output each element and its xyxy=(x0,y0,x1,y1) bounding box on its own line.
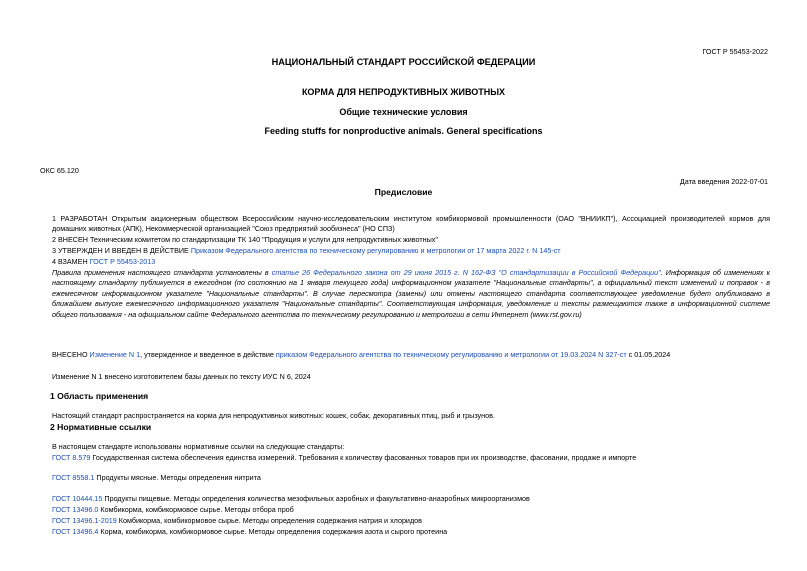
reference-link[interactable]: ГОСТ 10444.15 xyxy=(52,494,103,503)
amendment-note: Изменение N 1 внесено изготовителем базы данных по тексту ИУС N 6, 2024 xyxy=(52,372,311,381)
title-en: Feeding stuffs for nonproductive animals. General specifications xyxy=(264,126,543,136)
document-number: ГОСТ Р 55453-2022 xyxy=(702,47,768,56)
order-link[interactable]: Приказом Федерального агентства по техническому регулированию и метрологии от 17 марта 2022 г. N 145-ст xyxy=(190,246,561,255)
header-title: НАЦИОНАЛЬНЫЙ СТАНДАРТ РОССИЙСКОЙ ФЕДЕРАЦИИ xyxy=(271,57,536,67)
title-ru: КОРМА ДЛЯ НЕПРОДУКТИВНЫХ ЖИВОТНЫХ xyxy=(301,87,506,97)
section-2-intro: В настоящем стандарте использованы нормативные ссылки на следующие стандарты: xyxy=(52,442,345,451)
amendment-line: ВНЕСЕНО Изменение N 1, утвержденное и введенное в действие приказом Федерального агентства по техническому регулированию и метрологии от 19.03.2024 N 327-ст с 01.05.2024 xyxy=(52,350,671,359)
amendment-order-link[interactable]: приказом Федерального агентства по техническому регулированию и метрологии от 19.03.2024 N 327-ст xyxy=(275,350,627,359)
reference-item: ГОСТ 8558.1 Продукты мясные. Методы определения нитрита xyxy=(52,473,261,482)
section-1-title: 1 Область применения xyxy=(50,391,149,401)
subtitle-ru: Общие технические условия xyxy=(339,107,468,117)
reference-item: ГОСТ 10444.15 Продукты пищевые. Методы определения количества мезофильных аэробных и факультативно-анаэробных микроорганизмов xyxy=(52,494,530,503)
foreword-item-4: 4 ВЗАМЕН ГОСТ Р 55453-2013 xyxy=(52,257,156,266)
reference-link[interactable]: ГОСТ 13496.0 xyxy=(52,505,99,514)
foreword-item-2: 2 ВНЕСЕН Техническим комитетом по стандартизации ТК 140 "Продукция и услуги для непродуктивных животных" xyxy=(52,235,438,244)
section-2-title: 2 Нормативные ссылки xyxy=(50,422,152,432)
intro-date: Дата введения 2022-07-01 xyxy=(679,177,768,186)
reference-link[interactable]: ГОСТ 8.579 xyxy=(52,453,91,462)
oks-code: ОКС 65.120 xyxy=(40,166,79,175)
foreword-item-3: 3 УТВЕРЖДЕН И ВВЕДЕН В ДЕЙСТВИЕ Приказом Федерального агентства по техническому регулированию и метрологии от 17 марта 2022 г. N 145-ст xyxy=(52,246,561,255)
reference-item: ГОСТ 13496.0 Комбикорма, комбикормовое сырье. Методы отбора проб xyxy=(52,505,294,514)
reference-link[interactable]: ГОСТ 8558.1 xyxy=(52,473,95,482)
foreword-title: Предисловие xyxy=(374,187,433,197)
reference-item: ГОСТ 8.579 Государственная система обеспечения единства измерений. Требования к количеству фасованных товаров при их производстве, фасовании, продаже и импорте xyxy=(52,453,637,462)
amendment-link[interactable]: Изменение N 1 xyxy=(89,350,141,359)
reference-link[interactable]: ГОСТ 13496.4 xyxy=(52,527,99,536)
reference-item: ГОСТ 13496.4 Корма, комбикорма, комбикормовое сырье. Методы определения содержания азота и сырого протеина xyxy=(52,527,448,536)
foreword-item-1: 1 РАЗРАБОТАН Открытым акционерным обществом Всероссийским научно-исследовательским институтом комбикормовой промышленности (ОАО "ВНИИКП"), Ассоциацией производителей кормов для домашних животных (АПК), Некоммерческой организацией "Союз предприятий зообизнеса" (НО СПЗ) xyxy=(52,214,770,234)
federal-law-link[interactable]: статье 26 Федерального закона от 29 июня 2015 г. N 162-ФЗ "О стандартизации в Российской Федерации" xyxy=(271,268,661,277)
replaced-standard-link[interactable]: ГОСТ Р 55453-2013 xyxy=(89,257,156,266)
reference-link[interactable]: ГОСТ 13496.1-2019 xyxy=(52,516,117,525)
reference-item: ГОСТ 13496.1-2019 Комбикорма, комбикормовое сырье. Методы определения содержания натрия и хлоридов xyxy=(52,516,422,525)
section-1-text: Настоящий стандарт распространяется на корма для непродуктивных животных: кошек, собак, декоративных птиц, рыб и грызунов. xyxy=(52,411,495,420)
rules-paragraph: Правила применения настоящего стандарта установлены в статье 26 Федерального закона от 29 июня 2015 г. N 162-ФЗ "О стандартизации в Российской Федерации". Информация об изменениях к настоящему стандарту публикуется в ежегодном (по состоянию на 1 января текущего года) информационном указателе "Национальные стандарты", а официальный текст изменений и поправок - в ежемесячном информационном указателе "Национальные стандарты". В случае пересмотра (замены) или отмены настоящего стандарта соответствующее уведомление будет опубликовано в ближайшем выпуске ежемесячного информационного указателя "Национальные стандарты". Соответствующая информация, уведомление и тексты размещаются также в информационной системе общего пользования - на официальном сайте Федерального агентства по техническому регулированию и метрологии в сети Интернет (www.rst.gov.ru) xyxy=(52,268,770,319)
